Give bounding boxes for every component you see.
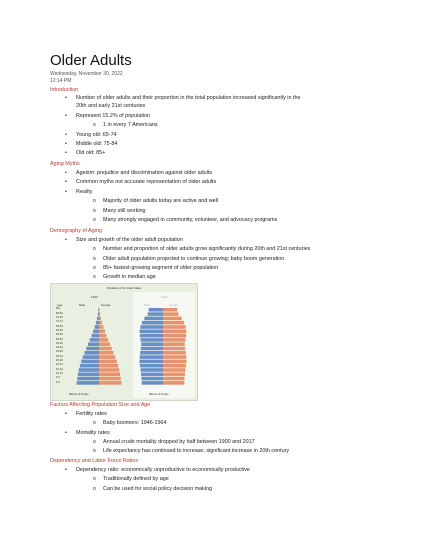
left-male-bar: [86, 347, 99, 351]
sub-bullet-marker: o: [93, 448, 96, 454]
left-female-bar: [99, 373, 120, 377]
sub-list-item: o Number and proportion of older adults grow significantly during 20th and 21st centuries: [93, 246, 311, 252]
right-female-bar: [163, 321, 184, 325]
right-male-bar: [141, 347, 163, 351]
list-item: • Number of older adults and their proportion in the total population increased significantly in the: [65, 95, 301, 101]
age-tick-label: 40-44: [56, 346, 63, 350]
page-date: Wednesday, November 30, 2022: [50, 71, 123, 77]
left-male-bar: [77, 377, 99, 381]
sub-list-item: o Annual crude mortality dropped by half between 1900 and 2017: [93, 439, 255, 445]
right-axis-caption: Millions of People: [149, 393, 169, 396]
bullet-marker: •: [65, 150, 67, 156]
sub-list-item: o Majority of older adults today are active and well: [93, 198, 219, 204]
left-male-bar: [98, 308, 99, 312]
sub-bullet-marker: o: [93, 198, 96, 204]
age-axis-label: Age: [57, 303, 63, 307]
list-item: • Young old: 65-74: [65, 132, 117, 138]
left-male-bar: [79, 368, 99, 372]
section-heading-aging-myths: Aging Myths: [50, 161, 80, 167]
right-female-bar: [163, 364, 186, 368]
age-tick-label: 15-19: [56, 367, 63, 371]
left-axis-caption: Millions of People: [69, 393, 89, 396]
right-female-bar: [163, 342, 185, 346]
left-female-bar: [99, 347, 112, 351]
pyramid-bars: [51, 284, 197, 400]
age-tick-label: 30-34: [56, 354, 63, 358]
left-female-bar: [99, 312, 100, 316]
right-male-bar: [142, 381, 163, 385]
left-female-bar: [99, 377, 121, 381]
sub-bullet-marker: o: [93, 265, 96, 271]
sub-list-item: o 85+ fastest-growing segment of older population: [93, 265, 219, 271]
bullet-marker: •: [65, 95, 67, 101]
left-male-bar: [78, 373, 99, 377]
right-male-bar: [141, 338, 163, 342]
left-male-bar: [83, 355, 99, 359]
section-heading-introduction: Introduction: [50, 87, 79, 93]
bullet-marker: •: [65, 411, 67, 417]
bullet-marker: •: [65, 467, 67, 473]
right-male-bar: [140, 351, 163, 355]
sub-bullet-marker: o: [93, 217, 96, 223]
list-item: • Reality: [65, 189, 93, 195]
sub-list-item: o Growth in median age: [93, 274, 156, 280]
right-female-bar: [163, 381, 184, 385]
left-female-bar: [99, 334, 106, 338]
age-tick-label: 25-29: [56, 359, 63, 362]
sub-list-item: o Can be used for social policy decision making: [93, 486, 213, 492]
bullet-marker: •: [65, 113, 67, 119]
right-male-bar: [141, 377, 163, 381]
bullet-marker: •: [65, 430, 67, 436]
right-female-bar: [163, 368, 185, 372]
age-tick-label: 35-39: [56, 350, 63, 354]
right-female-bar: [163, 351, 186, 355]
sub-bullet-marker: o: [93, 208, 96, 214]
sub-bullet-marker: o: [93, 439, 96, 445]
right-male-bar: [140, 325, 163, 329]
right-female-bar: [163, 334, 186, 338]
left-female-bar: [99, 317, 101, 321]
left-male-bar: [93, 330, 99, 334]
left-female-bar: [99, 321, 102, 325]
sub-list-item: o Traditionally defined by age: [93, 476, 169, 482]
age-tick-label: 20-24: [56, 363, 63, 367]
bullet-marker: •: [65, 132, 67, 138]
sub-list-item: o Many still working: [93, 208, 146, 214]
section-heading-dependency: Dependency and Labor Force Ratios: [50, 458, 139, 464]
left-female-bar: [99, 360, 117, 364]
sub-bullet-marker: o: [93, 256, 96, 262]
list-item: • Old old: 85+: [65, 150, 106, 156]
left-male-bar: [84, 351, 99, 355]
left-female-bar: [99, 330, 105, 334]
list-item: • Size and growth of the older adult population: [65, 237, 183, 243]
sub-bullet-marker: o: [93, 486, 96, 492]
right-male-bar: [140, 364, 163, 368]
age-tick-label: 55-59: [56, 333, 63, 337]
right-male-bar: [140, 334, 163, 338]
sub-list-item: o Many strongly engaged in community, volunteer, and advocacy programs: [93, 217, 278, 223]
left-male-bar: [80, 364, 99, 368]
left-male-bar: [97, 317, 99, 321]
list-item: • Dependency ratio: economically unproductive to economically productive: [65, 467, 250, 473]
right-female-bar: [163, 308, 177, 312]
age-tick-label: 50-54: [56, 337, 63, 341]
page-title: Older Adults: [50, 52, 132, 69]
bullet-marker: •: [65, 141, 67, 147]
left-female-bar: [99, 325, 103, 329]
right-male-bar: [149, 308, 163, 312]
right-male-bar: [141, 342, 163, 346]
bullet-marker: •: [65, 179, 67, 185]
left-male-bar: [95, 325, 99, 329]
sub-bullet-marker: o: [93, 274, 96, 280]
right-male-bar: [140, 330, 163, 334]
sub-bullet-marker: o: [93, 122, 96, 128]
sub-bullet-marker: o: [93, 476, 96, 482]
right-male-bar: [142, 321, 163, 325]
left-male-bar: [88, 342, 99, 346]
age-tick-label: 80-84: [56, 311, 63, 315]
list-item: • Mortality rates: [65, 430, 110, 436]
list-item: • Represent 15.2% of population: [65, 113, 151, 119]
age-tick-label: 45-49: [56, 341, 63, 345]
age-tick-label: 70-74: [56, 320, 63, 324]
age-tick-label: 10-14: [56, 371, 63, 375]
right-male-bar: [139, 360, 163, 364]
left-female-bar: [99, 342, 110, 346]
left-female-bar: [99, 364, 118, 368]
left-male-bar: [98, 312, 99, 316]
right-female-bar: [163, 317, 182, 321]
sub-list-item: o Older adult population projected to continue growing; baby boom generation: [93, 256, 285, 262]
bullet-marker: •: [65, 170, 67, 176]
right-female-bar: [163, 338, 185, 342]
bullet-marker: •: [65, 237, 67, 243]
section-heading-demography: Demography of Aging: [50, 228, 102, 234]
figure-title: Population of the United States: [106, 287, 142, 290]
list-item-continued: 20th and early 21st centuries: [76, 103, 146, 109]
age-tick-label: 85+: [56, 307, 61, 311]
age-tick-label: 75-79: [56, 316, 63, 319]
list-item: • Ageism: prejudice and discrimination against older adults: [65, 170, 213, 176]
left-female-bar: [99, 368, 119, 372]
bullet-marker: •: [65, 189, 67, 195]
left-female-bar: [99, 351, 114, 355]
age-tick-label: 60-64: [56, 328, 63, 332]
left-female-label: Female: [101, 303, 111, 307]
sub-list-item: o 1 in every 7 Americans: [93, 122, 158, 128]
right-male-bar: [140, 355, 163, 359]
right-female-bar: [163, 355, 186, 359]
list-item: • Common myths not accurate representation of older adults: [65, 179, 217, 185]
left-female-bar: [99, 355, 115, 359]
sub-bullet-marker: o: [93, 420, 96, 426]
left-male-bar: [90, 338, 99, 342]
section-heading-factors: Factors Affecting Population Size and Age: [50, 402, 151, 408]
age-tick-label: 0-4: [56, 380, 60, 384]
population-pyramid-figure: [50, 283, 198, 401]
age-tick-label: 65-69: [56, 324, 63, 328]
page-time: 12:14 PM: [50, 78, 72, 84]
sub-list-item: o Baby boomers: 1946-1964: [93, 420, 167, 426]
right-female-bar: [163, 325, 186, 329]
left-female-bar: [99, 381, 121, 385]
list-item: • Fertility rates: [65, 411, 107, 417]
left-pyramid-year: 1900: [91, 295, 98, 299]
sub-bullet-marker: o: [93, 246, 96, 252]
right-female-bar: [163, 373, 185, 377]
sub-list-item: o Life expectancy has continued to increase; significant increase in 20th century: [93, 448, 290, 454]
left-male-bar: [96, 321, 99, 325]
right-male-bar: [144, 317, 163, 321]
left-male-label: Male: [79, 303, 86, 307]
right-male-bar: [141, 368, 163, 372]
age-tick-label: 5-9: [56, 376, 60, 380]
left-male-bar: [77, 381, 99, 385]
list-item: • Middle old: 75-84: [65, 141, 118, 147]
right-female-bar: [163, 360, 187, 364]
right-female-bar: [163, 347, 185, 351]
right-male-bar: [148, 312, 163, 316]
right-female-bar: [163, 377, 185, 381]
left-male-bar: [92, 334, 99, 338]
right-male-bar: [141, 373, 163, 377]
left-female-bar: [99, 308, 100, 312]
right-female-bar: [163, 330, 186, 334]
left-female-bar: [99, 338, 108, 342]
right-female-bar: [163, 312, 178, 316]
left-male-bar: [81, 360, 99, 364]
